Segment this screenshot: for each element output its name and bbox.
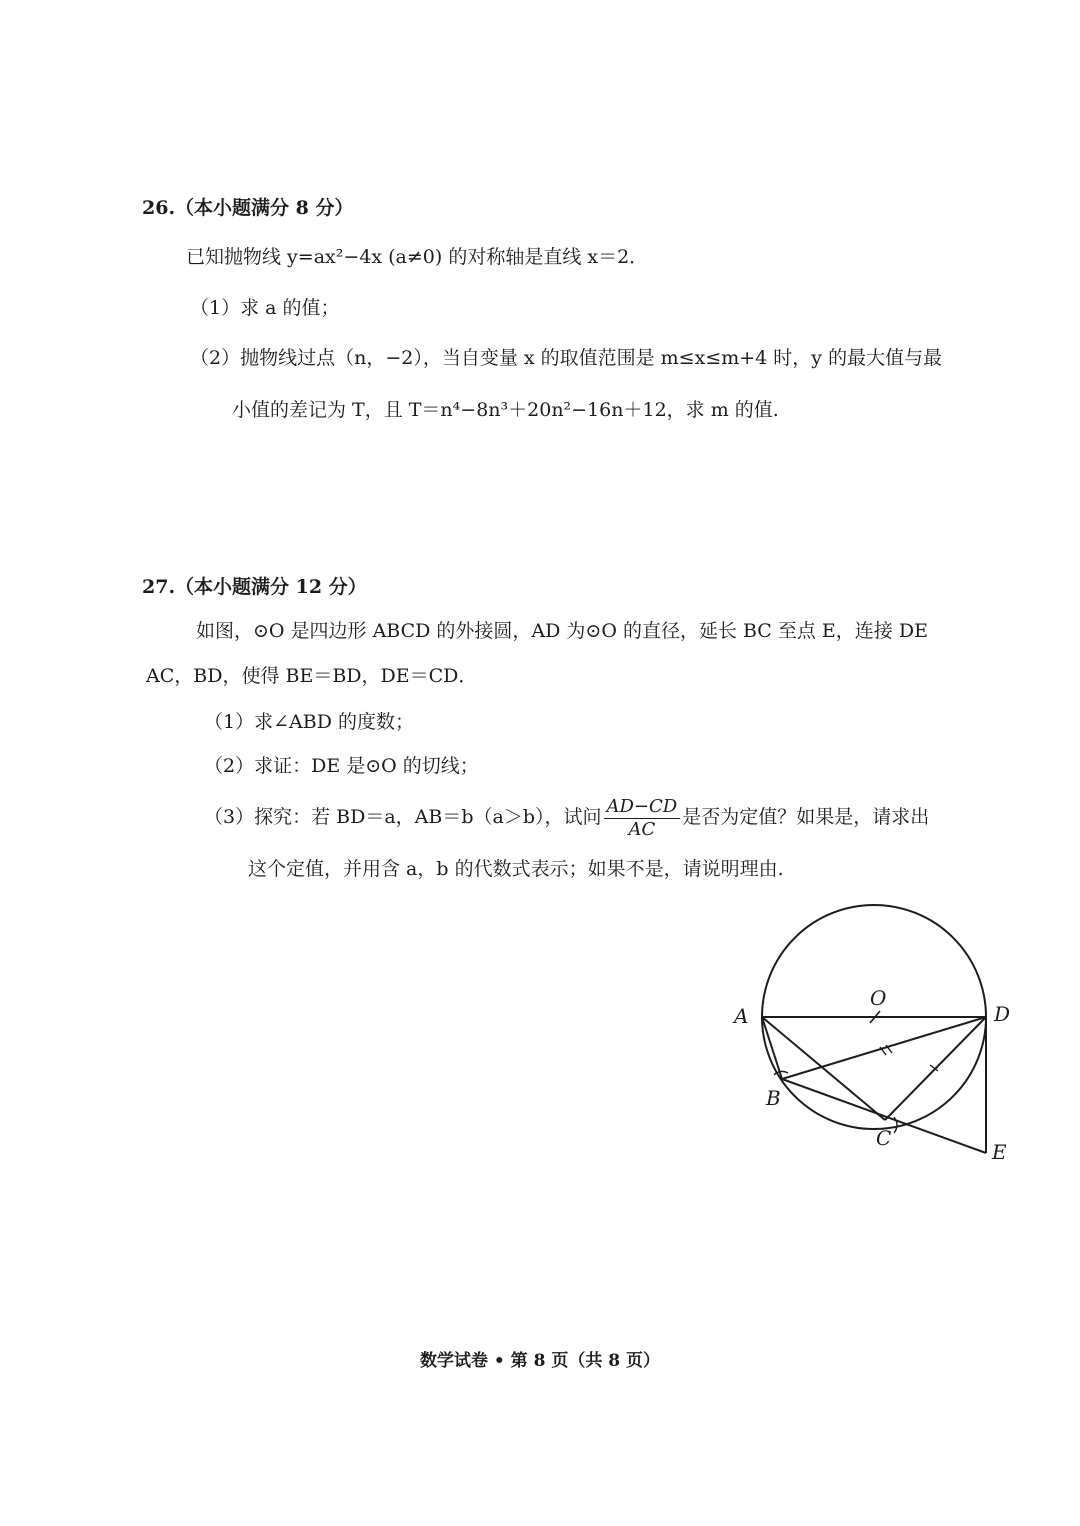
q26-header: 26.（本小题满分 8 分）	[142, 197, 354, 219]
q27-part3-line2: 这个定值，并用含 a，b 的代数式表示；如果不是，请说明理由.	[248, 858, 784, 880]
q26-part2-line2: 小值的差记为 T，且 T＝n⁴−8n³＋20n²−16n＋12，求 m 的值.	[232, 399, 779, 421]
label-o: O	[870, 986, 887, 1010]
q27-part2: （2）求证：DE 是⊙O 的切线；	[204, 755, 479, 777]
q27-part3	[204, 794, 929, 841]
label-b: B	[766, 1086, 781, 1110]
label-e: E	[992, 1140, 1007, 1164]
q27-part1: （1）求∠ABD 的度数；	[204, 711, 414, 733]
q26-stem: 已知抛物线 y=ax²−4x (a≠0) 的对称轴是直线 x＝2．	[186, 246, 649, 268]
q26-part1: （1）求 a 的值；	[190, 297, 340, 319]
q27-part3-suffix: 是否为定值？如果是，请求出	[682, 806, 930, 828]
q27-part3-prefix: （3）探究：若 BD＝a，AB＝b（a＞b），试问	[204, 806, 602, 828]
geometry-figure	[720, 895, 1040, 1175]
label-a: A	[734, 1004, 749, 1028]
page-footer: 数学试卷 • 第 8 页（共 8 页）	[419, 1351, 661, 1371]
q27-header: 27.（本小题满分 12 分）	[142, 576, 367, 598]
fraction-denominator: AC	[628, 818, 656, 840]
q27-stem-line1: 如图，⊙O 是四边形 ABCD 的外接圆，AD 为⊙O 的直径，延长 BC 至点 E，连接 DE	[196, 620, 928, 642]
q27-stem-line2: AC，BD，使得 BE＝BD，DE＝CD．	[146, 665, 478, 687]
q27-part3-fraction	[604, 796, 681, 841]
label-c: C	[876, 1126, 892, 1150]
label-d: D	[994, 1002, 1011, 1026]
fraction-numerator: AD−CD	[604, 796, 681, 819]
q26-part2-line1: （2）抛物线过点（n，−2），当自变量 x 的取值范围是 m≤x≤m+4 时，y 的最大值与最	[190, 347, 943, 369]
